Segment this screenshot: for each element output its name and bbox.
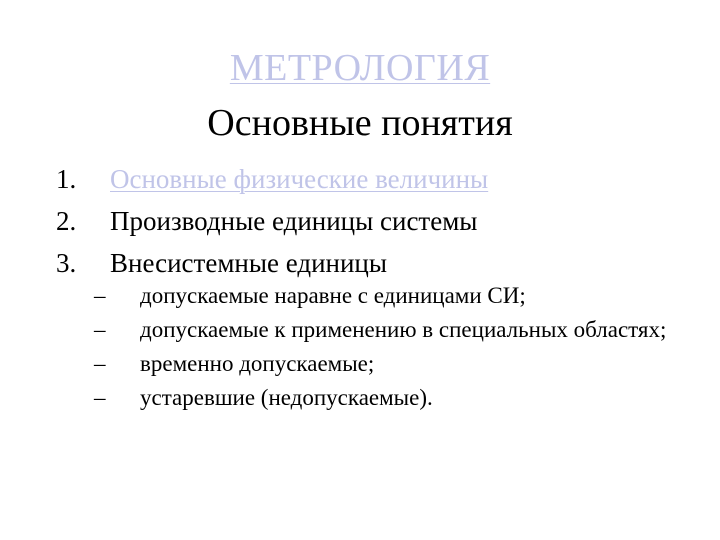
list-item-text: Производные единицы системы	[110, 206, 478, 236]
sub-list-item-2	[94, 314, 694, 345]
sub-item-text: допускаемые наравне с единицами СИ;	[140, 283, 526, 308]
link-physical-quantities[interactable]: Основные физические величины	[110, 164, 489, 194]
title-link-metrology[interactable]	[0, 46, 720, 90]
sub-item-text: допускаемые к применению в специальных областях;	[140, 317, 667, 342]
numbered-list	[56, 158, 696, 284]
sub-item-text: устаревшие (недопускаемые).	[140, 385, 433, 410]
list-number: 3.	[56, 248, 77, 278]
list-item-3	[56, 242, 696, 284]
list-item-text: Внесистемные единицы	[110, 248, 388, 278]
dash-marker: –	[94, 317, 106, 342]
sub-list-item-1	[94, 280, 694, 311]
list-number: 2.	[56, 206, 77, 236]
slide-subtitle: Основные понятия	[207, 102, 513, 144]
dash-marker: –	[94, 385, 106, 410]
sub-list-item-3	[94, 348, 694, 379]
sub-list-item-4	[94, 382, 694, 413]
sub-item-text: временно допускаемые;	[140, 351, 375, 376]
list-item-1	[56, 158, 696, 200]
dash-marker: –	[94, 283, 106, 308]
sub-list	[94, 280, 694, 416]
list-item-2	[56, 200, 696, 242]
title-link-text[interactable]: МЕТРОЛОГИЯ	[229, 47, 491, 89]
dash-marker: –	[94, 351, 106, 376]
list-number: 1.	[56, 164, 77, 194]
